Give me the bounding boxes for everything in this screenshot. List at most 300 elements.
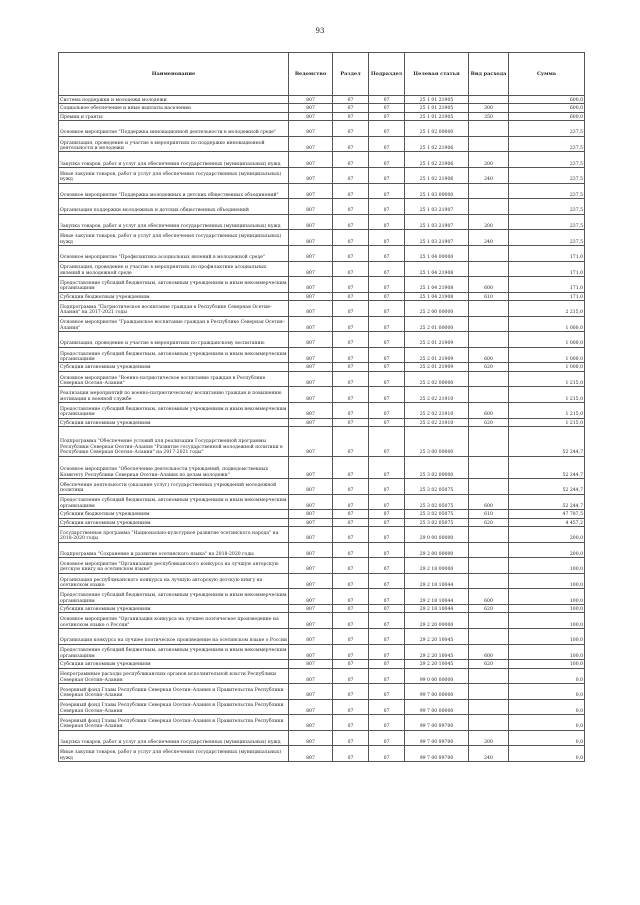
page-number: 93 [315,27,325,35]
row-section: 07 [333,104,369,112]
row-expense-type [469,199,509,215]
row-department: 807 [289,456,333,478]
row-name: Государственная программа "Национально-культурное развитие осетинского народа" на 2018-2020 годы [59,526,289,542]
row-name: Субсидии бюджетным учреждениям [59,292,289,300]
row-department: 807 [289,558,333,574]
row-amount: 1 000,0 [509,363,585,371]
row-section: 07 [333,96,369,104]
row-expense-type [469,136,509,152]
row-department: 807 [289,363,333,371]
row-section: 07 [333,183,369,199]
row-target-item: 25 1 01 21905 [405,104,469,112]
row-section: 07 [333,589,369,605]
row-subsection: 07 [369,277,405,293]
row-section: 07 [333,660,369,668]
table-row [59,589,585,605]
row-name: Иные закупки товаров, работ и услуг для обеспечения государственных (муниципальных) нужд [59,167,289,183]
table-row [59,277,585,293]
row-subsection: 07 [369,573,405,589]
row-department: 807 [289,96,333,104]
row-target-item: 29 0 00 00000 [405,526,469,542]
row-name: Закупка товаров, работ и услуг для обеспечения государственных (муниципальных) нужд [59,730,289,746]
row-subsection: 07 [369,387,405,403]
row-department: 807 [289,316,333,332]
row-expense-type [469,387,509,403]
row-amount: 52 244,7 [509,479,585,495]
row-department: 807 [289,573,333,589]
table-row [59,510,585,518]
row-subsection: 07 [369,96,405,104]
row-department: 807 [289,121,333,137]
table-row [59,371,585,387]
row-target-item: 25 2 01 21909 [405,347,469,363]
row-department: 807 [289,730,333,746]
row-target-item: 25 3 02 05075 [405,518,469,526]
row-subsection: 07 [369,121,405,137]
row-expense-type [469,479,509,495]
row-expense-type [469,121,509,137]
row-expense-type [469,668,509,684]
row-amount: 237,5 [509,136,585,152]
row-target-item: 25 1 04 21908 [405,261,469,277]
row-name: Основное мероприятие "Гражданское воспитание граждан в Республике Северная Осетия–Алания" [59,316,289,332]
row-name: Субсидии бюджетным учреждениям [59,510,289,518]
row-target-item: 99 7 00 99700 [405,746,469,762]
table-row [59,167,585,183]
row-subsection: 07 [369,152,405,168]
row-subsection: 07 [369,183,405,199]
row-target-item: 25 3 02 00000 [405,456,469,478]
row-subsection: 07 [369,456,405,478]
row-amount: 100,0 [509,644,585,660]
row-amount: 0,0 [509,684,585,700]
row-name: Подпрограмма "Патриотическое воспитание граждан в Республике Северная Осетия–Алания" на 2017-2021 годы [59,301,289,317]
row-expense-type: 200 [469,730,509,746]
row-subsection: 07 [369,660,405,668]
row-name: Резервный фонд Главы Республики Северная Осетия–Алания и Правительства Республики Северная Осетия–Алания [59,684,289,700]
row-section: 07 [333,542,369,558]
table-row [59,668,585,684]
header-target-item: Целевая статья [405,53,469,96]
table-row [59,199,585,215]
row-amount: 171,0 [509,245,585,261]
header-amount: Сумма [509,53,585,96]
row-expense-type [469,613,509,629]
table-row [59,604,585,612]
row-subsection: 07 [369,644,405,660]
row-section: 07 [333,644,369,660]
row-department: 807 [289,684,333,700]
row-name: Основное мероприятие "Профилактика асоциальных явлений в молодежной среде" [59,245,289,261]
row-amount: 237,5 [509,230,585,246]
row-section: 07 [333,526,369,542]
table-row [59,214,585,230]
row-department: 807 [289,214,333,230]
row-subsection: 07 [369,510,405,518]
row-amount: 100,0 [509,628,585,644]
row-expense-type: 620 [469,363,509,371]
row-target-item: 25 2 02 21910 [405,418,469,426]
row-section: 07 [333,230,369,246]
row-amount: 1 000,0 [509,347,585,363]
row-section: 07 [333,347,369,363]
row-subsection: 07 [369,167,405,183]
row-amount: 1 000,0 [509,332,585,348]
table-row [59,730,585,746]
row-amount: 100,0 [509,660,585,668]
row-amount: 1 215,0 [509,387,585,403]
row-section: 07 [333,604,369,612]
row-amount: 100,0 [509,604,585,612]
row-amount: 0,0 [509,699,585,715]
row-target-item: 29 2 18 10044 [405,573,469,589]
row-target-item: 25 1 04 21908 [405,277,469,293]
row-expense-type [469,573,509,589]
row-name: Организация республиканского конкурса на лучшую авторскую детскую книгу на осетинском языке [59,573,289,589]
row-subsection: 07 [369,558,405,574]
table-row [59,363,585,371]
row-department: 807 [289,518,333,526]
row-amount: 600,0 [509,112,585,120]
row-target-item: 29 2 18 10044 [405,589,469,605]
row-target-item: 29 2 20 10045 [405,644,469,660]
row-subsection: 07 [369,371,405,387]
row-section: 07 [333,558,369,574]
table-row [59,347,585,363]
row-expense-type [469,245,509,261]
row-expense-type [469,427,509,457]
row-subsection: 07 [369,347,405,363]
table-row [59,387,585,403]
row-subsection: 07 [369,199,405,215]
row-department: 807 [289,167,333,183]
row-section: 07 [333,245,369,261]
table-row [59,403,585,419]
row-target-item: 29 2 20 10045 [405,628,469,644]
row-expense-type: 600 [469,277,509,293]
row-name: Непрограммные расходы республиканских органов исполнительной власти Республики Северная Осетия–Алания [59,668,289,684]
row-amount: 200,0 [509,526,585,542]
row-amount: 100,0 [509,573,585,589]
table-row [59,628,585,644]
row-department: 807 [289,613,333,629]
table-header-row [59,53,585,96]
row-section: 07 [333,363,369,371]
table-row [59,699,585,715]
row-expense-type: 240 [469,746,509,762]
row-amount: 52 244,7 [509,494,585,510]
row-department: 807 [289,371,333,387]
row-name: Система поддержки и молодежи молодежи [59,96,289,104]
row-subsection: 07 [369,668,405,684]
row-department: 807 [289,152,333,168]
row-name: Организация, проведение и участие в мероприятиях по поддержке инновационной деятельности и молодежи [59,136,289,152]
row-name: Организация конкурса на лучшее поэтическое произведение на осетинском языке о России [59,628,289,644]
table-row [59,292,585,300]
row-expense-type: 610 [469,510,509,518]
row-section: 07 [333,456,369,478]
row-expense-type: 610 [469,292,509,300]
row-amount: 171,0 [509,292,585,300]
table-row [59,715,585,731]
row-name: Премии и гранты [59,112,289,120]
row-department: 807 [289,301,333,317]
row-expense-type: 350 [469,112,509,120]
row-target-item: 25 1 02 00000 [405,121,469,137]
table-row [59,245,585,261]
row-subsection: 07 [369,418,405,426]
row-section: 07 [333,494,369,510]
row-target-item: 25 1 03 21907 [405,230,469,246]
row-expense-type: 200 [469,152,509,168]
row-section: 07 [333,387,369,403]
row-amount: 171,0 [509,277,585,293]
row-department: 807 [289,104,333,112]
row-amount: 237,5 [509,152,585,168]
row-subsection: 07 [369,715,405,731]
row-section: 07 [333,371,369,387]
table-body [59,96,585,762]
table-row [59,542,585,558]
row-amount: 600,0 [509,96,585,104]
row-amount: 200,0 [509,542,585,558]
row-expense-type [469,332,509,348]
row-name: Основное мероприятие "Организация конкурса на лучшее поэтическое произведение на осетинском языке о России" [59,613,289,629]
row-expense-type [469,558,509,574]
row-target-item: 25 2 00 00000 [405,301,469,317]
row-name: Предоставление субсидий бюджетным, автономным учреждениям и иным некоммерческим организациям [59,403,289,419]
row-expense-type [469,183,509,199]
row-department: 807 [289,332,333,348]
row-target-item: 25 2 01 21909 [405,332,469,348]
row-subsection: 07 [369,301,405,317]
row-section: 07 [333,427,369,457]
row-name: Резервный фонд Главы Республики Северная Осетия–Алания и Правительства Республики Северная Осетия–Алания [59,699,289,715]
row-department: 807 [289,136,333,152]
row-expense-type: 300 [469,104,509,112]
row-target-item: 25 2 01 00000 [405,316,469,332]
table-row [59,494,585,510]
row-target-item: 25 1 02 21906 [405,152,469,168]
row-subsection: 07 [369,363,405,371]
row-target-item: 25 1 03 21907 [405,214,469,230]
row-subsection: 07 [369,613,405,629]
table-row [59,684,585,700]
row-target-item: 99 7 00 00000 [405,684,469,700]
row-section: 07 [333,668,369,684]
row-section: 07 [333,628,369,644]
row-subsection: 07 [369,316,405,332]
row-amount: 237,5 [509,199,585,215]
row-name: Основное мероприятие "Поддержка инновационной деятельности в молодежной среде" [59,121,289,137]
row-expense-type: 620 [469,518,509,526]
row-amount: 2 215,0 [509,301,585,317]
row-target-item: 25 1 04 00000 [405,245,469,261]
header-name: Наименование [59,53,289,96]
row-section: 07 [333,214,369,230]
row-subsection: 07 [369,730,405,746]
row-name: Иные закупки товаров, работ и услуг для обеспечения государственных (муниципальных) нужд [59,230,289,246]
row-department: 807 [289,387,333,403]
row-department: 807 [289,589,333,605]
row-department: 807 [289,199,333,215]
row-department: 807 [289,347,333,363]
row-subsection: 07 [369,427,405,457]
row-target-item: 25 2 02 21910 [405,387,469,403]
row-amount: 1 000,0 [509,316,585,332]
row-subsection: 07 [369,684,405,700]
row-target-item: 99 7 00 99700 [405,715,469,731]
row-name: Предоставление субсидий бюджетным, автономным учреждениям и иным некоммерческим организациям [59,277,289,293]
row-section: 07 [333,301,369,317]
row-amount: 1 215,0 [509,418,585,426]
row-amount: 52 244,7 [509,427,585,457]
header-section: Раздел [333,53,369,96]
row-subsection: 07 [369,699,405,715]
table-row [59,332,585,348]
row-section: 07 [333,332,369,348]
row-name: Основное мероприятие "Поддержка молодежных и детских общественных объединений" [59,183,289,199]
row-department: 807 [289,277,333,293]
row-subsection: 07 [369,245,405,261]
row-amount: 237,5 [509,167,585,183]
row-amount: 171,0 [509,261,585,277]
row-department: 807 [289,261,333,277]
row-target-item: 25 1 02 21906 [405,136,469,152]
row-amount: 237,5 [509,121,585,137]
row-amount: 1 215,0 [509,371,585,387]
row-target-item: 29 2 20 00000 [405,613,469,629]
row-name: Иные закупки товаров, работ и услуг для обеспечения государственных (муниципальных) нужд [59,746,289,762]
row-subsection: 07 [369,214,405,230]
table-row [59,558,585,574]
row-name: Закупка товаров, работ и услуг для обеспечения государственных (муниципальных) нужд [59,214,289,230]
row-amount: 237,5 [509,183,585,199]
row-department: 807 [289,292,333,300]
table-row [59,526,585,542]
row-department: 807 [289,660,333,668]
row-name: Основное мероприятие "Обеспечение деятельности учреждений, подведомственных Комитету Республики Северная Осетия–Алания по делам молодежи" [59,456,289,478]
row-section: 07 [333,613,369,629]
row-department: 807 [289,230,333,246]
row-amount: 1 215,0 [509,403,585,419]
row-target-item: 99 7 00 00000 [405,699,469,715]
row-expense-type [469,96,509,104]
row-section: 07 [333,684,369,700]
row-section: 07 [333,518,369,526]
row-subsection: 07 [369,518,405,526]
table-row [59,230,585,246]
table-row [59,261,585,277]
row-expense-type [469,316,509,332]
row-target-item: 25 1 02 21906 [405,167,469,183]
row-target-item: 25 3 02 05075 [405,494,469,510]
table-row [59,183,585,199]
row-target-item: 29 2 00 00000 [405,542,469,558]
row-subsection: 07 [369,292,405,300]
row-target-item: 99 7 00 99700 [405,730,469,746]
row-amount: 600,0 [509,104,585,112]
row-target-item: 25 1 01 21905 [405,112,469,120]
row-subsection: 07 [369,403,405,419]
row-department: 807 [289,494,333,510]
row-amount: 52 244,7 [509,456,585,478]
row-subsection: 07 [369,589,405,605]
row-name: Субсидии автономным учреждениям [59,604,289,612]
row-amount: 0,0 [509,730,585,746]
row-name: Субсидии автономным учреждениям [59,418,289,426]
table-row [59,573,585,589]
header-subsection: Подраздел [369,53,405,96]
table-row [59,418,585,426]
row-expense-type: 200 [469,214,509,230]
table-row [59,427,585,457]
row-subsection: 07 [369,104,405,112]
table-row [59,660,585,668]
row-department: 807 [289,112,333,120]
row-subsection: 07 [369,136,405,152]
row-expense-type [469,699,509,715]
row-expense-type: 240 [469,167,509,183]
row-name: Резервный фонд Главы Республики Северная Осетия–Алания и Правительства Республики Северная Осетия–Алания [59,715,289,731]
row-section: 07 [333,121,369,137]
table-row [59,518,585,526]
table-row [59,316,585,332]
row-section: 07 [333,418,369,426]
row-section: 07 [333,136,369,152]
row-name: Организация, проведение и участие в мероприятиях по профилактике асоциальных явлений в молодежной среде [59,261,289,277]
row-subsection: 07 [369,230,405,246]
row-department: 807 [289,604,333,612]
row-target-item: 25 3 02 05075 [405,510,469,518]
row-name: Обеспечение деятельности (оказание услуг) государственных учреждений молодежной политики [59,479,289,495]
row-subsection: 07 [369,494,405,510]
row-target-item: 25 2 02 21910 [405,403,469,419]
row-amount: 100,0 [509,613,585,629]
row-name: Субсидии автономным учреждениям [59,518,289,526]
row-department: 807 [289,644,333,660]
row-name: Закупка товаров, работ и услуг для обеспечения государственных (муниципальных) нужд [59,152,289,168]
row-department: 807 [289,427,333,457]
table-row [59,96,585,104]
row-expense-type [469,261,509,277]
row-expense-type: 620 [469,660,509,668]
row-section: 07 [333,699,369,715]
row-expense-type [469,715,509,731]
row-department: 807 [289,628,333,644]
row-name: Организация, проведение и участие в мероприятиях по гражданскому воспитанию [59,332,289,348]
row-expense-type: 600 [469,589,509,605]
row-subsection: 07 [369,479,405,495]
header-department: Ведомство [289,53,333,96]
table-row [59,152,585,168]
row-section: 07 [333,510,369,518]
row-amount: 100,0 [509,589,585,605]
row-amount: 0,0 [509,668,585,684]
row-section: 07 [333,316,369,332]
row-name: Предоставление субсидий бюджетным, автономным учреждениям и иным некоммерческим организациям [59,644,289,660]
row-expense-type: 620 [469,604,509,612]
row-target-item: 29 2 18 00000 [405,558,469,574]
table-row [59,479,585,495]
row-name: Основное мероприятие "Организация республиканского конкурса на лучшую авторскую детскую книгу на осетинском языке" [59,558,289,574]
row-section: 07 [333,167,369,183]
row-section: 07 [333,112,369,120]
table-row [59,746,585,762]
row-department: 807 [289,715,333,731]
row-name: Предоставление субсидий бюджетным, автономным учреждениям и иным некоммерческим организациям [59,589,289,605]
row-section: 07 [333,292,369,300]
